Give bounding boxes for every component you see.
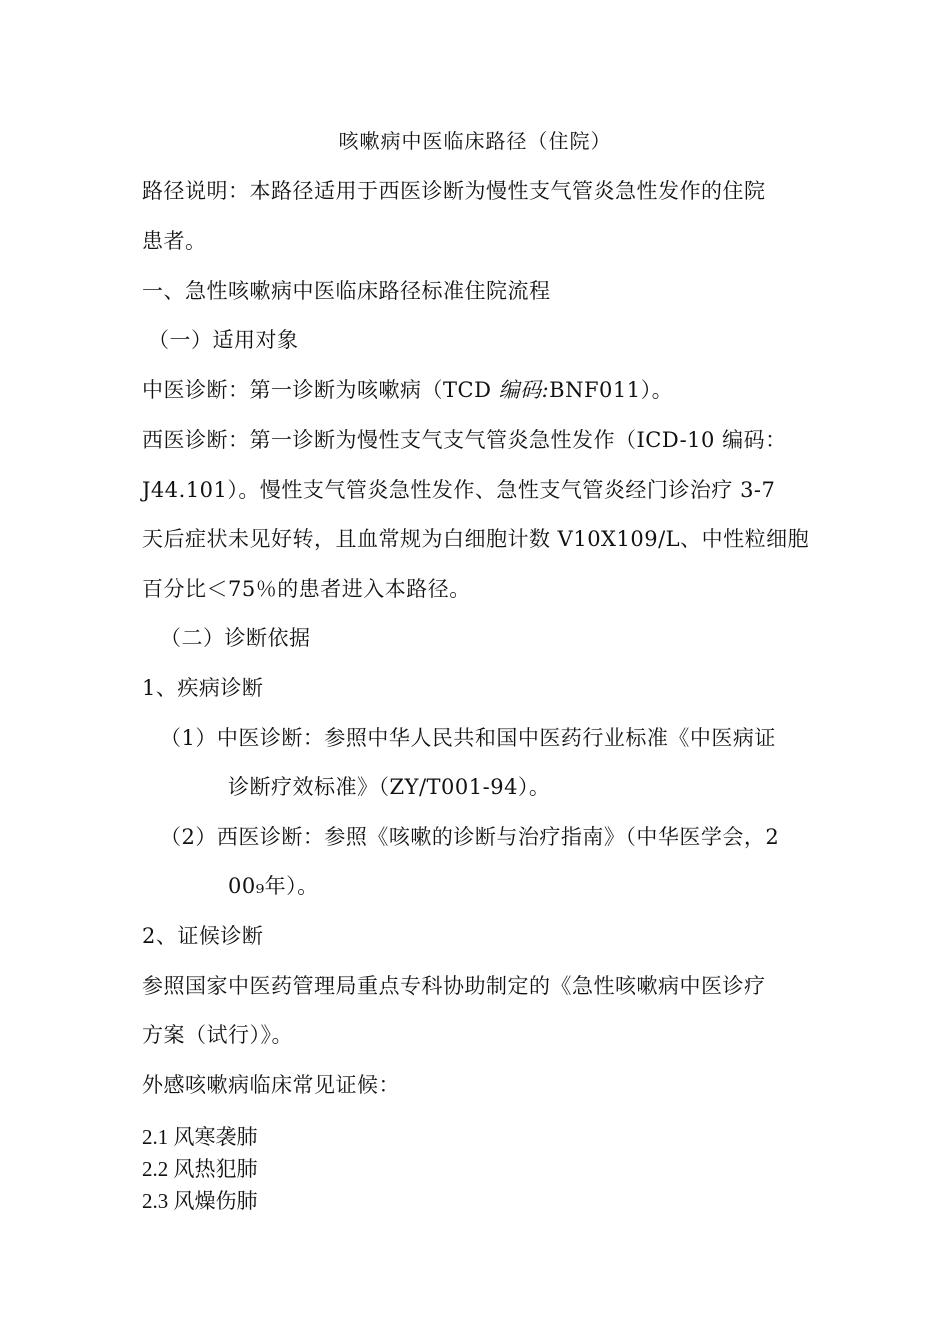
subsection-heading-scope: （一）适用对象 bbox=[148, 328, 299, 352]
path-description-line-2: 患者。 bbox=[142, 229, 207, 253]
western-diagnosis-line-1: 西医诊断：第一诊断为慢性支气支气管炎急性发作（ICD-10 编码： bbox=[142, 428, 787, 452]
tcm-code-label: 编码: bbox=[498, 378, 550, 402]
western-diagnosis-line-4: 百分比＜75％的患者进入本路径。 bbox=[142, 577, 471, 601]
western-reference-line-2: 00₉年）。 bbox=[228, 874, 319, 898]
tcm-reference-line-2: 诊断疗效标准》（ZY/T001-94）。 bbox=[228, 775, 551, 799]
syndrome-reference-line-1: 参照国家中医药管理局重点专科协助制定的《急性咳嗽病中医诊疗 bbox=[142, 974, 766, 998]
tcm-code-value: BNF011）。 bbox=[549, 378, 674, 402]
syndrome-reference-line-2: 方案（试行）》。 bbox=[142, 1023, 293, 1047]
tcm-diagnosis-text: 中医诊断：第一诊断为咳嗽病（TCD bbox=[142, 378, 499, 402]
common-syndromes-heading: 外感咳嗽病临床常见证候： bbox=[142, 1073, 400, 1097]
syndrome-item-2-2: 2.2 风热犯肺 bbox=[142, 1157, 258, 1181]
tcm-reference-line-1: （1）中医诊断：参照中华人民共和国中医药行业标准《中医病证 bbox=[160, 726, 776, 750]
path-description-line-1: 路径说明：本路径适用于西医诊断为慢性支气管炎急性发作的住院 bbox=[142, 179, 766, 203]
syndrome-diagnosis-heading: 2、证候诊断 bbox=[142, 924, 264, 948]
section-heading-1: 一、急性咳嗽病中医临床路径标准住院流程 bbox=[142, 279, 551, 303]
western-diagnosis-line-3: 天后症状未见好转，且血常规为白细胞计数 V10X109/L、中性粒细胞 bbox=[142, 527, 810, 551]
western-reference-line-1: （2）西医诊断：参照《咳嗽的诊断与治疗指南》（中华医学会，2 bbox=[160, 825, 780, 849]
syndrome-item-2-1: 2.1 风寒袭肺 bbox=[142, 1125, 258, 1149]
subsection-heading-diagnosis-basis: （二）诊断依据 bbox=[160, 626, 311, 650]
syndrome-item-2-3: 2.3 风燥伤肺 bbox=[142, 1189, 258, 1213]
disease-diagnosis-heading: 1、疾病诊断 bbox=[142, 676, 264, 700]
western-diagnosis-line-2: J44.101）。慢性支气管炎急性发作、急性支气管炎经门诊治疗 3-7 bbox=[142, 478, 776, 502]
document-title: 咳嗽病中医临床路径（住院） bbox=[338, 129, 612, 153]
tcm-diagnosis-line bbox=[142, 375, 673, 405]
